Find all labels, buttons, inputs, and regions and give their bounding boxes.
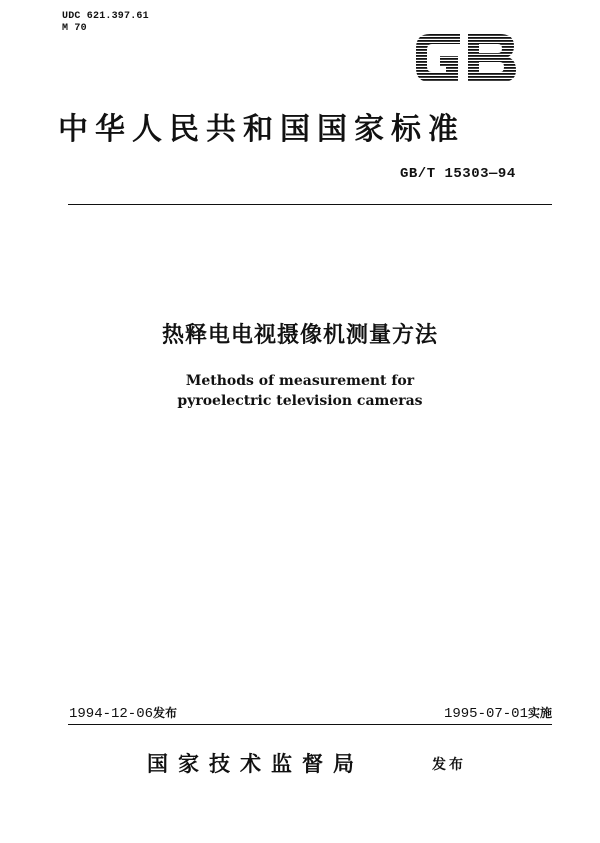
bottom-divider <box>68 724 552 725</box>
issue-date: 1994-12-06 <box>69 706 154 722</box>
classification-codes <box>62 11 149 35</box>
issue-date-row <box>69 704 177 722</box>
standard-number: GB/T 15303—94 <box>400 166 516 182</box>
issuer-name: 国家技术监督局 <box>147 752 364 776</box>
title-en-line-1: Methods of measurement for <box>185 373 415 389</box>
document-title-cn: 热释电电视摄像机测量方法 <box>161 323 438 348</box>
top-divider <box>68 204 552 205</box>
effective-label: 实施 <box>527 706 552 720</box>
title-en-line-2: pyroelectric television cameras <box>177 393 423 409</box>
udc-code: UDC 621.397.61 <box>62 11 149 22</box>
issue-label: 发布 <box>153 706 178 720</box>
effective-date: 1995-07-01 <box>443 706 528 722</box>
m-code: M 70 <box>62 23 87 34</box>
issuer-action: 发布 <box>432 757 466 773</box>
document-title-en <box>0 371 600 411</box>
gb-logo <box>412 28 520 88</box>
effective-date-row <box>444 704 552 722</box>
standard-title: 中华人民共和国国家标准 <box>58 112 465 147</box>
